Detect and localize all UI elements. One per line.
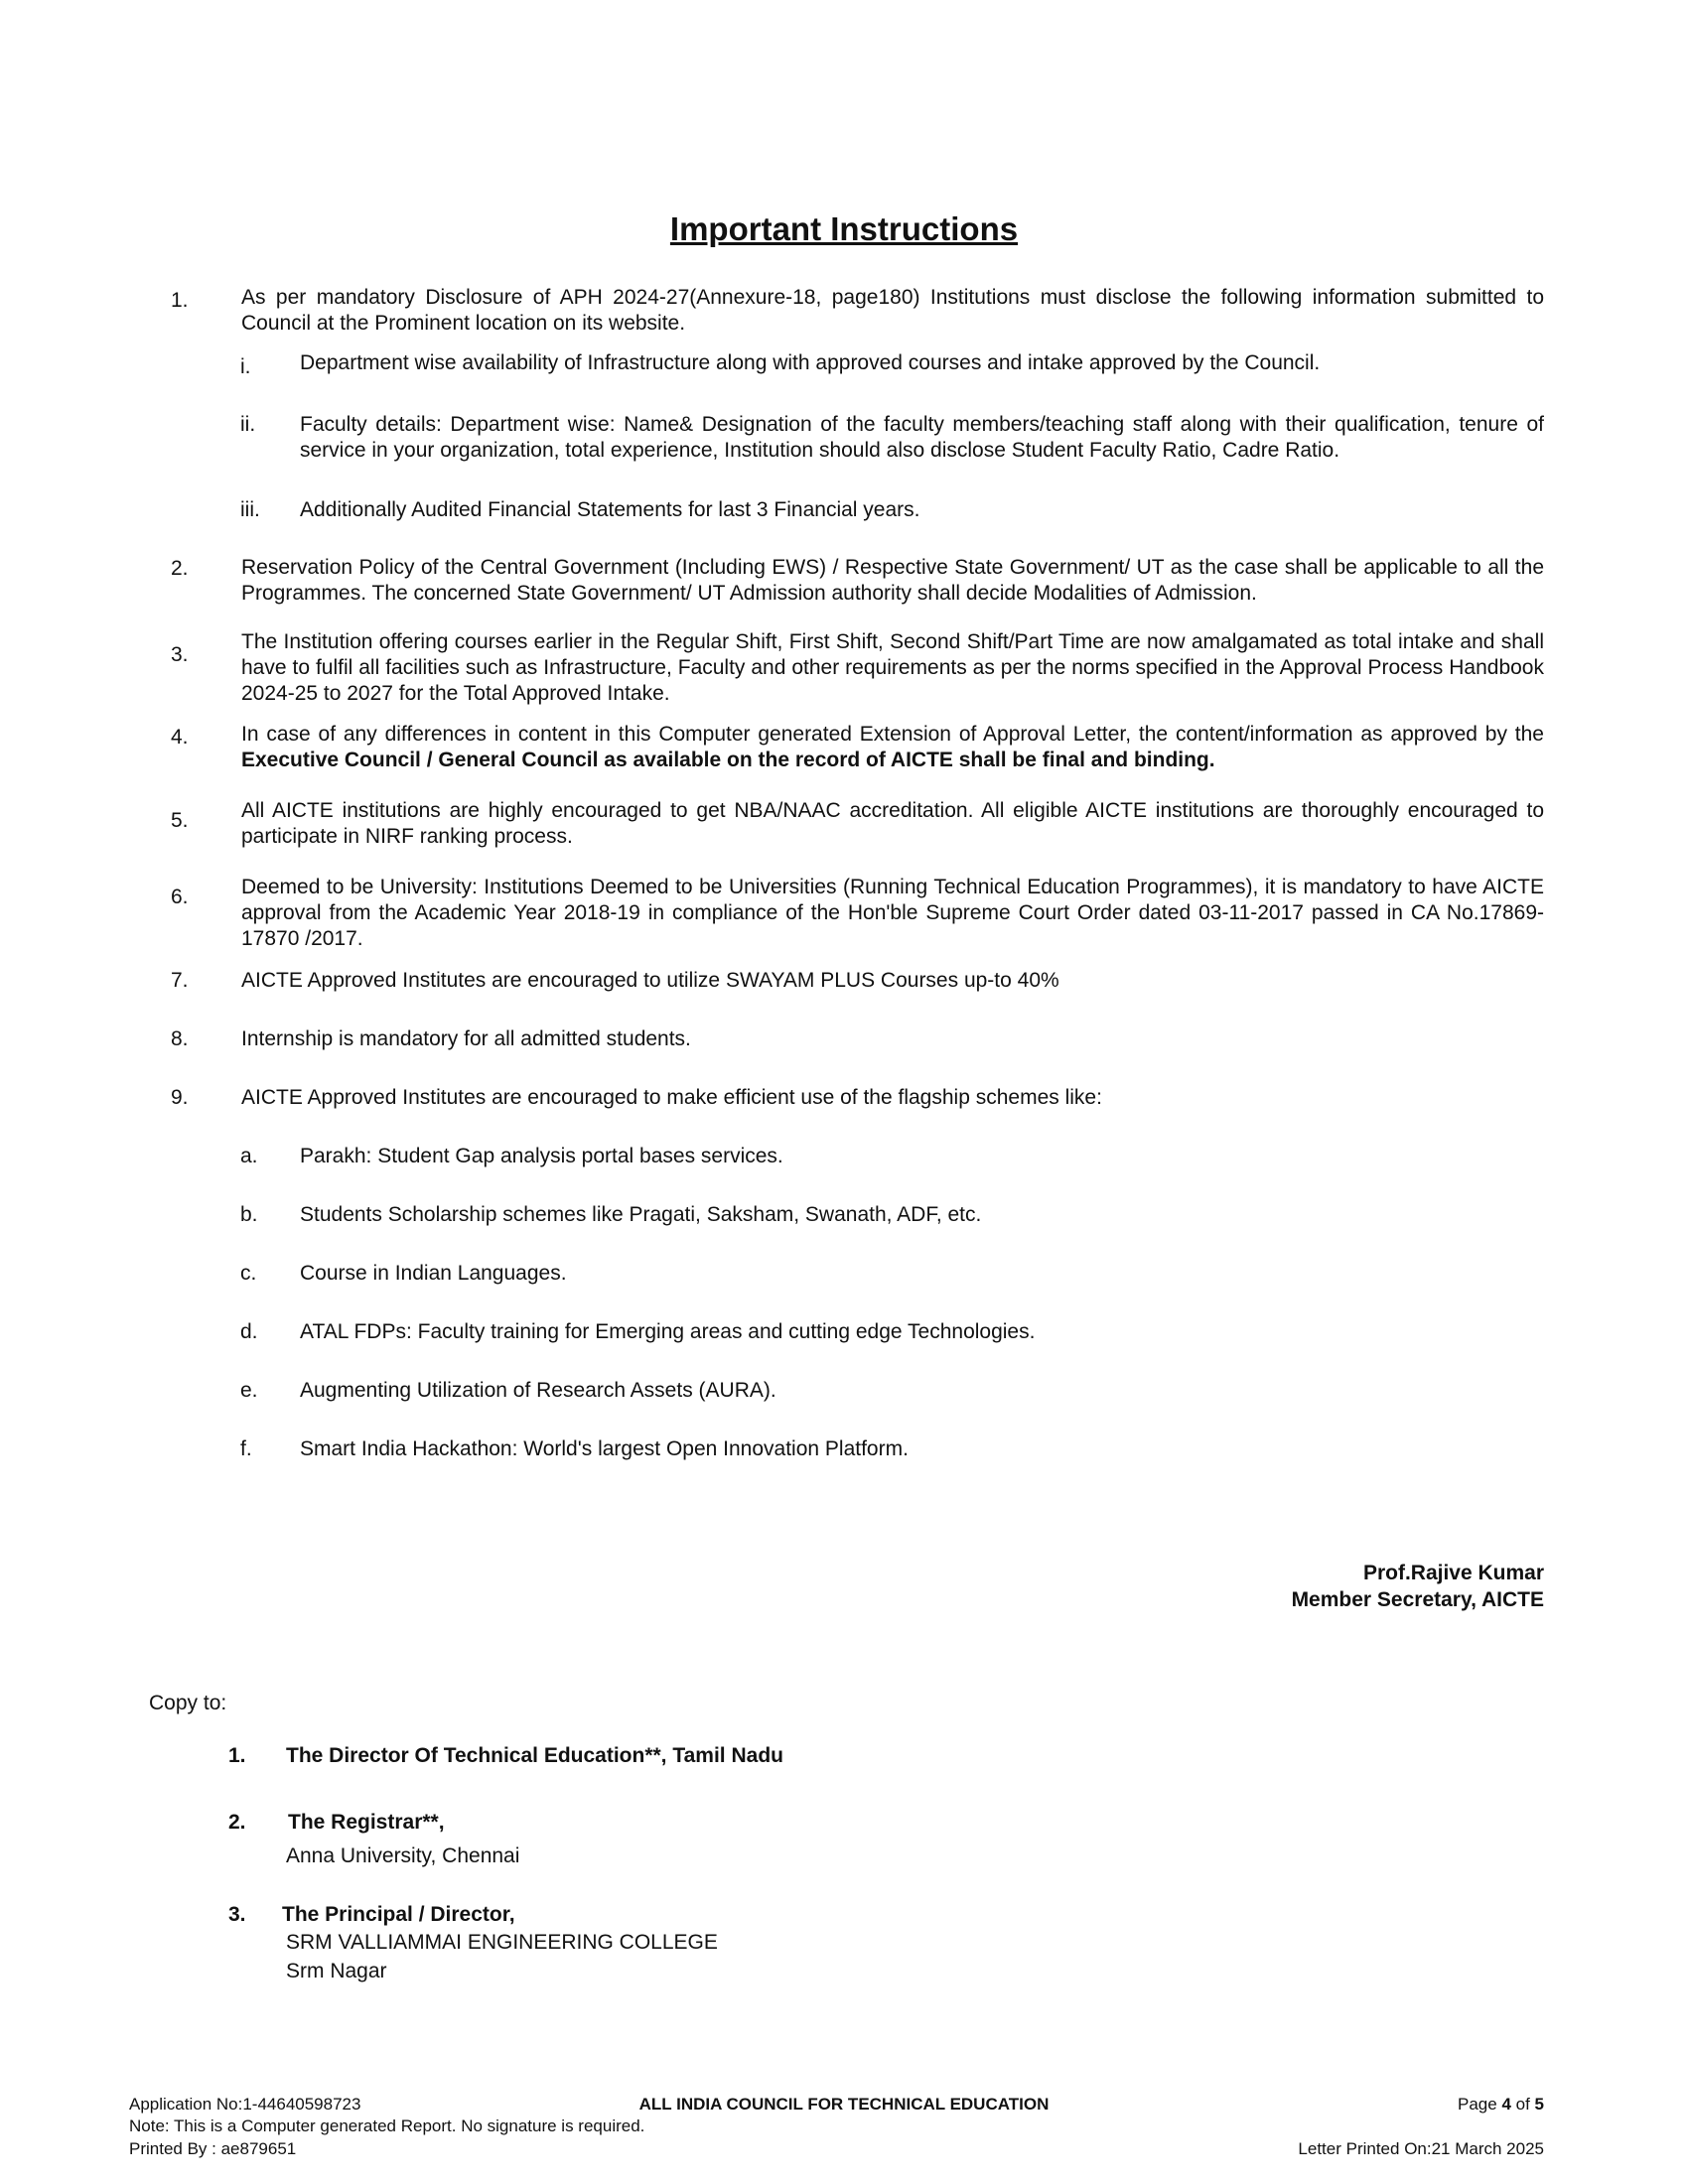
item-text: The Institution offering courses earlier in the Regular Shift, First Shift, Second Shift/Part Time are now amalgamated as total intake and shall have to fulfil all facilities such as Infrastructure, Faculty and other requirements as per the norms specified in the Approval Process Handbook 2024-25 to 2027 for the Total Approved Intake. <box>241 630 1544 705</box>
item-text: AICTE Approved Institutes are encouraged to make efficient use of the flagship schemes like: <box>241 1086 1102 1109</box>
page-title: Important Instructions <box>669 210 1019 247</box>
sub-item-number: f. <box>240 1437 252 1460</box>
item-number: 1. <box>171 289 189 312</box>
copy-entry-line: Srm Nagar <box>286 1960 387 1982</box>
item-number: 7. <box>171 969 189 992</box>
sub-item-number: ii. <box>240 413 256 436</box>
item-text: Reservation Policy of the Central Government (Including EWS) / Respective State Government/ UT as the case shall be applicable to all the Programmes. The concerned State Government/ UT Admission authority shall decide Modalities of Admission. <box>241 556 1544 605</box>
item-number: 8. <box>171 1027 189 1050</box>
item-number: 5. <box>171 809 189 832</box>
sub-item-number: iii. <box>240 498 260 521</box>
footer-council-name: ALL INDIA COUNCIL FOR TECHNICAL EDUCATION <box>638 2095 1050 2114</box>
sub-item-number: i. <box>240 355 251 378</box>
copy-entry-line: Anna University, Chennai <box>286 1844 520 1867</box>
sub-item-text: Students Scholarship schemes like Pragati, Saksham, Swanath, ADF, etc. <box>300 1203 982 1226</box>
sub-item-number: e. <box>240 1379 258 1402</box>
footer-printed-on: Letter Printed On:21 March 2025 <box>1298 2139 1544 2158</box>
item-text: Internship is mandatory for all admitted students. <box>241 1027 691 1050</box>
signatory-name: Prof.Rajive Kumar <box>1362 1562 1544 1584</box>
item-number: 4. <box>171 726 189 749</box>
copy-entry-title: The Principal / Director, <box>282 1903 515 1926</box>
page-current: 4 <box>1501 2095 1511 2114</box>
copy-entry-title: The Director Of Technical Education**, Tamil Nadu <box>286 1744 783 1767</box>
item-number: 6. <box>171 886 189 908</box>
item-number: 3. <box>171 643 189 666</box>
copy-to-label: Copy to: <box>149 1692 227 1714</box>
copy-entry-line: SRM VALLIAMMAI ENGINEERING COLLEGE <box>286 1931 718 1954</box>
item-number: 2. <box>171 557 189 580</box>
page-of: of <box>1510 2095 1535 2114</box>
sub-item-text: Parakh: Student Gap analysis portal bases services. <box>300 1145 783 1167</box>
copy-entry-number: 1. <box>228 1744 246 1767</box>
copy-entry-title: The Registrar**, <box>288 1811 445 1834</box>
sub-item-text: Smart India Hackathon: World's largest Open Innovation Platform. <box>300 1437 909 1460</box>
copy-entry-number: 2. <box>228 1811 246 1834</box>
item-text: All AICTE institutions are highly encouraged to get NBA/NAAC accreditation. All eligible AICTE institutions are thoroughly encouraged to participate in NIRF ranking process. <box>241 799 1544 848</box>
signatory-designation: Member Secretary, AICTE <box>1291 1588 1544 1611</box>
item-number: 9. <box>171 1086 189 1109</box>
footer-printed-by: Printed By : ae879651 <box>129 2139 297 2158</box>
sub-item-number: d. <box>240 1320 258 1343</box>
item-text-plain: In case of any differences in content in this Computer generated Extension of Approval Letter, the content/information as approved by the <box>241 723 1544 746</box>
sub-item-text: Additionally Audited Financial Statements for last 3 Financial years. <box>300 498 920 521</box>
sub-item-number: a. <box>240 1145 258 1167</box>
sub-item-text: Course in Indian Languages. <box>300 1262 567 1285</box>
footer-note: Note: This is a Computer generated Report. No signature is required. <box>129 2116 645 2135</box>
footer-page-number <box>1458 2094 1544 2116</box>
page-total: 5 <box>1534 2095 1544 2114</box>
sub-item-number: c. <box>240 1262 257 1285</box>
sub-item-text: Augmenting Utilization of Research Assets (AURA). <box>300 1379 776 1402</box>
page-prefix: Page <box>1458 2095 1502 2114</box>
sub-item-text: Department wise availability of Infrastructure along with approved courses and intake approved by the Council. <box>300 351 1321 374</box>
sub-item-text: Faculty details: Department wise: Name& Designation of the faculty members/teaching staff along with their qualification, tenure of service in your organization, total experience, Institution should also disclose Student Faculty Ratio, Cadre Ratio. <box>300 413 1544 462</box>
item-text-bold: Executive Council / General Council as available on the record of AICTE shall be final and binding. <box>241 749 1215 771</box>
item-text: Deemed to be University: Institutions Deemed to be Universities (Running Technical Education Programmes), it is mandatory to have AICTE approval from the Academic Year 2018-19 in compliance of the Hon'ble Supreme Court Order dated 03-11-2017 passed in CA No.17869- 17870 /2017. <box>241 876 1544 950</box>
footer-application-no: Application No:1-44640598723 <box>129 2095 361 2114</box>
item-text: AICTE Approved Institutes are encouraged to utilize SWAYAM PLUS Courses up-to 40% <box>241 969 1059 992</box>
sub-item-number: b. <box>240 1203 258 1226</box>
item-text: As per mandatory Disclosure of APH 2024-27(Annexure-18, page180) Institutions must disclose the following information submitted to Council at the Prominent location on its website. <box>241 286 1544 335</box>
item-text <box>241 722 1544 773</box>
sub-item-text: ATAL FDPs: Faculty training for Emerging areas and cutting edge Technologies. <box>300 1320 1036 1343</box>
copy-entry-number: 3. <box>228 1903 246 1926</box>
